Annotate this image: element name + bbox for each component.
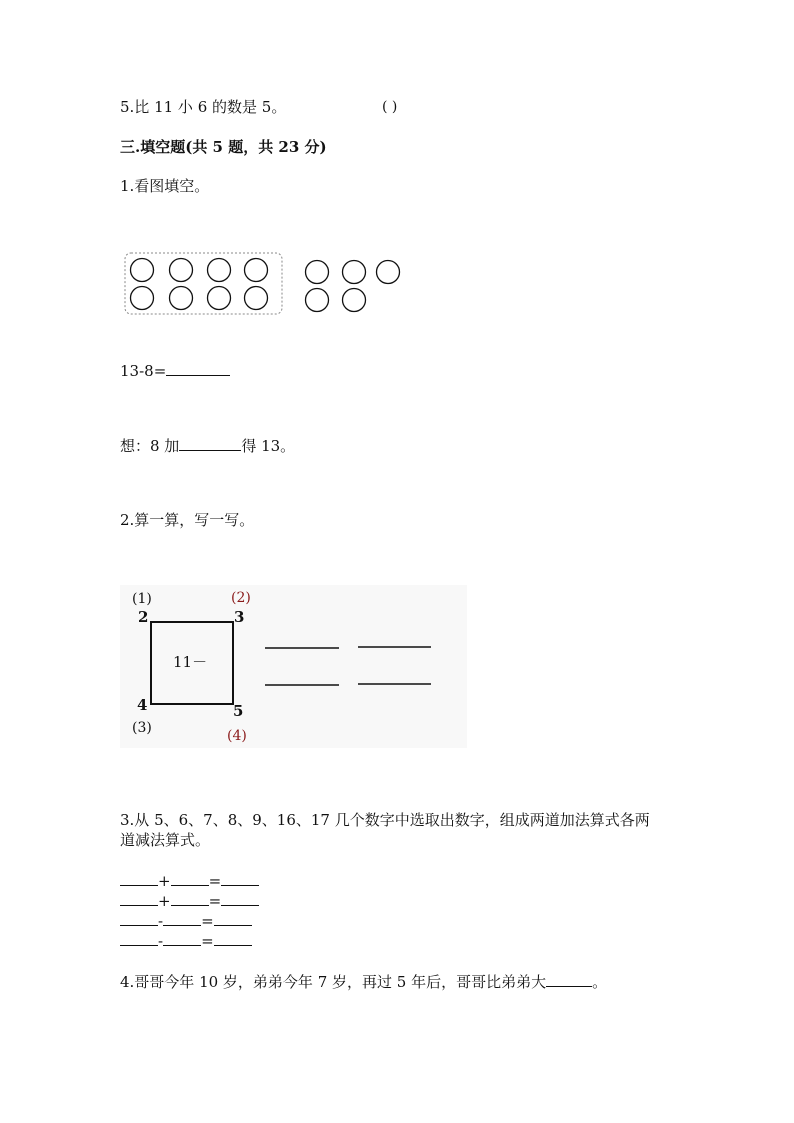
question-1-title: 1.看图填空。 xyxy=(120,177,210,195)
center-expression: 11－ xyxy=(173,653,208,671)
equals-sign: = xyxy=(201,932,214,950)
q1-think: 想：8 加 得 13。 xyxy=(120,437,296,455)
equals-sign: = xyxy=(208,872,222,890)
circle xyxy=(306,261,329,284)
corner-number-5: 5 xyxy=(233,702,244,720)
answer-blank[interactable] xyxy=(221,870,259,886)
equation-row xyxy=(120,870,259,891)
circle xyxy=(208,259,231,282)
equation-row xyxy=(120,890,259,911)
question-3-title-line-2: 道减法算式。 xyxy=(120,831,211,849)
circle xyxy=(245,259,268,282)
corner-number-3: 3 xyxy=(234,608,245,626)
corner-number-4: 4 xyxy=(137,696,148,714)
extra-circles xyxy=(306,261,400,312)
label-2: (2) xyxy=(231,590,251,606)
answer-blank[interactable] xyxy=(179,435,241,451)
answer-blank[interactable] xyxy=(120,890,158,906)
section-heading: 三.填空题(共 5 题，共 23 分) xyxy=(120,138,327,156)
circle xyxy=(170,259,193,282)
grouped-circles xyxy=(131,259,268,310)
circle xyxy=(131,287,154,310)
operator: + xyxy=(158,872,171,890)
answer-blank[interactable] xyxy=(163,930,201,946)
circle xyxy=(245,287,268,310)
answer-blank[interactable] xyxy=(546,971,592,987)
question-5-text: 5.比 11 小 6 的数是 5。 xyxy=(120,98,287,116)
grouping-box xyxy=(125,253,282,314)
operator: + xyxy=(158,892,171,910)
question-2-title: 2.算一算，写一写。 xyxy=(120,511,255,529)
circle xyxy=(131,259,154,282)
equation-row xyxy=(120,930,252,951)
label-3: (3) xyxy=(132,720,152,736)
answer-blank[interactable] xyxy=(163,910,201,926)
answer-blank[interactable] xyxy=(214,930,252,946)
operator: - xyxy=(158,912,164,930)
answer-blank[interactable] xyxy=(120,910,158,926)
equals-sign: = xyxy=(208,892,222,910)
answer-parentheses: ( ) xyxy=(382,99,398,115)
circle xyxy=(377,261,400,284)
circle xyxy=(343,261,366,284)
circle xyxy=(170,287,193,310)
question-3-title-line-1: 3.从 5、6、7、8、9、16、17 几个数字中选取出数字，组成两道加法算式各两 xyxy=(120,811,650,829)
equation-row xyxy=(120,910,252,931)
circles-figure xyxy=(120,250,410,320)
answer-blank[interactable] xyxy=(120,870,158,886)
q2-figure xyxy=(120,585,467,748)
q1-equation: 13-8= xyxy=(120,360,230,381)
circle xyxy=(306,289,329,312)
question-4-text: 4.哥哥今年 10 岁，弟弟今年 7 岁，再过 5 年后，哥哥比弟弟大 。 xyxy=(120,973,608,991)
label-1: (1) xyxy=(132,591,152,607)
equals-sign: = xyxy=(201,912,214,930)
answer-blank[interactable] xyxy=(214,910,252,926)
corner-number-2: 2 xyxy=(138,608,149,626)
answer-blank[interactable] xyxy=(120,930,158,946)
label-4: (4) xyxy=(227,728,247,744)
answer-blank[interactable] xyxy=(171,890,209,906)
answer-blank[interactable] xyxy=(221,890,259,906)
circle xyxy=(343,289,366,312)
operator: - xyxy=(158,932,164,950)
circle xyxy=(208,287,231,310)
answer-blank[interactable] xyxy=(166,360,230,376)
answer-blank[interactable] xyxy=(171,870,209,886)
